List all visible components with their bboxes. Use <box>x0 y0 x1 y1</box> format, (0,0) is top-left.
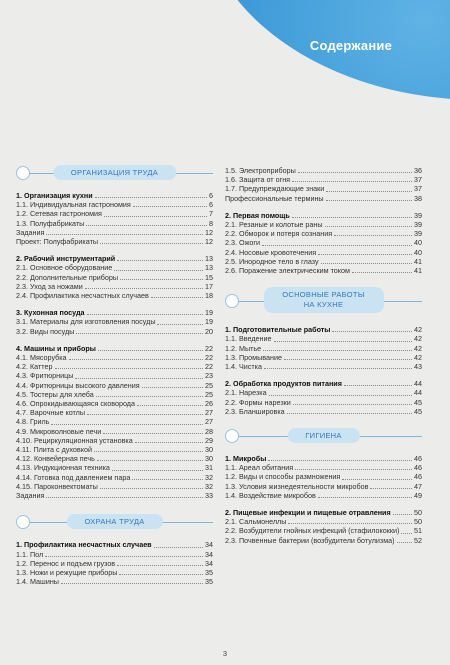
toc-entry[interactable] <box>225 463 422 472</box>
toc-entry[interactable] <box>16 559 213 568</box>
toc-entry-page: 12 <box>205 227 213 237</box>
toc-entry-title: 2.3. Почвенные бактерии (возбудители ботулизма) <box>225 535 395 545</box>
section-bullet-icon <box>225 294 239 308</box>
toc-entry-page: 42 <box>414 352 422 362</box>
section-header <box>225 287 422 315</box>
toc-entry-title: 1. Профилактика несчастных случаев <box>16 540 152 550</box>
toc-entry[interactable] <box>225 526 422 535</box>
toc-entry-page: 19 <box>205 317 213 327</box>
dot-leader <box>117 565 203 566</box>
toc-entry-page: 34 <box>205 549 213 559</box>
section-bullet-icon <box>225 429 239 443</box>
toc-entry-page: 30 <box>205 445 213 455</box>
toc-entry[interactable] <box>16 482 213 491</box>
toc-entry-page: 7 <box>209 209 213 219</box>
toc-entry[interactable] <box>16 263 213 272</box>
toc-entry-title: 2. Обработка продуктов питания <box>225 379 342 389</box>
dot-leader <box>269 395 412 396</box>
toc-entry-title: 1.2. Сетевая гастрономия <box>16 209 102 219</box>
section-header-label: ОСНОВНЫЕ РАБОТЫ НА КУХНЕ <box>264 287 384 313</box>
toc-entry-page: 41 <box>414 266 422 276</box>
toc-entry-page: 34 <box>205 558 213 568</box>
left-column <box>16 165 213 594</box>
toc-entry[interactable] <box>16 209 213 218</box>
toc-entry-title: 4.10. Рециркуляционная установка <box>16 435 133 445</box>
toc-entry-title: 4.4. Фритюрницы высокого давления <box>16 380 140 390</box>
toc-entry[interactable] <box>225 194 422 203</box>
dot-leader <box>133 206 207 207</box>
toc-entry[interactable] <box>225 229 422 238</box>
dot-leader <box>87 414 203 415</box>
toc-entry-page: 35 <box>205 577 213 587</box>
toc-entry-page: 30 <box>205 454 213 464</box>
dot-leader <box>61 583 203 584</box>
toc-entry-title: 4.14. Готовка под давлением пара <box>16 472 131 482</box>
toc-entry-title: 1.4. Чистка <box>225 362 262 372</box>
toc-entry-page: 13 <box>205 254 213 264</box>
toc-entry-title: 4.15. Пароконвектоматы <box>16 481 98 491</box>
section-header <box>16 514 213 530</box>
toc-chapter-entry[interactable] <box>225 454 422 463</box>
dot-leader <box>100 488 203 489</box>
toc-entry-page: 47 <box>414 481 422 491</box>
dot-leader <box>263 350 412 351</box>
toc-entry-title: 1.4. Воздействие микробов <box>225 490 316 500</box>
toc-entry[interactable] <box>225 266 422 275</box>
dot-leader <box>292 217 412 218</box>
toc-entry-page: 39 <box>414 229 422 239</box>
toc-entry[interactable] <box>16 463 213 472</box>
dot-leader <box>321 263 412 264</box>
toc-entry-title: 1.3. Ножи и режущие приборы <box>16 567 118 577</box>
toc-entry[interactable] <box>16 454 213 463</box>
toc-entry[interactable] <box>16 362 213 371</box>
toc-entry[interactable] <box>16 473 213 482</box>
toc-entry[interactable] <box>225 238 422 247</box>
toc-entry-page: 12 <box>205 237 213 247</box>
toc-entry-title: 4.1. Мясорубка <box>16 353 67 363</box>
dot-leader <box>268 460 412 461</box>
toc-entry-title: 2.2. Дополнительные приборы <box>16 272 119 282</box>
toc-entry-page: 44 <box>414 379 422 389</box>
toc-entry[interactable] <box>16 427 213 436</box>
dot-leader <box>142 387 203 388</box>
toc-entry-title: 2.3. Уход за ножами <box>16 281 83 291</box>
toc-entry[interactable] <box>16 219 213 228</box>
toc-entry-title: Задания <box>16 227 45 237</box>
toc-entry-title: 1. Организация кухни <box>16 191 93 200</box>
dot-leader <box>86 225 207 226</box>
dot-leader <box>45 556 203 557</box>
dot-leader <box>75 378 203 379</box>
toc-entry[interactable] <box>225 248 422 257</box>
dot-leader <box>46 234 203 235</box>
toc-entry[interactable] <box>16 353 213 362</box>
dot-leader <box>137 405 203 406</box>
dot-leader <box>344 385 412 386</box>
toc-entry-page: 26 <box>205 399 213 409</box>
page-number: 3 <box>222 649 228 658</box>
toc-entry-page: 31 <box>205 463 213 473</box>
dot-leader <box>95 197 207 198</box>
toc-entry-page: 27 <box>205 408 213 418</box>
dot-leader <box>274 341 412 342</box>
toc-entry-title: 2.4. Профилактика несчастных случаев <box>16 291 149 301</box>
toc-chapter-entry[interactable] <box>16 191 213 200</box>
toc-entry-title: 2.6. Поражение электрическим током <box>225 266 350 276</box>
toc-entry-title: 4.8. Гриль <box>16 417 50 427</box>
toc-entry-page: 49 <box>414 490 422 500</box>
toc-entry[interactable] <box>225 407 422 416</box>
dot-leader <box>342 479 412 480</box>
section-header-label: ОРГАНИЗАЦИЯ ТРУДА <box>53 165 176 180</box>
toc-entry-page: 19 <box>205 308 213 318</box>
toc-entry[interactable] <box>225 344 422 353</box>
section-header <box>16 165 213 181</box>
toc-entry[interactable] <box>16 291 213 300</box>
toc-entry-page: 40 <box>414 247 422 257</box>
toc-entry-page: 44 <box>414 388 422 398</box>
toc-entry-page: 32 <box>205 472 213 482</box>
toc-entry-page: 42 <box>414 325 422 335</box>
toc-entry-page: 50 <box>414 508 422 518</box>
toc-entry[interactable] <box>16 408 213 417</box>
toc-entry[interactable] <box>16 568 213 577</box>
toc-entry-title: 1.1. Индивидуальная гастрономия <box>16 200 131 210</box>
toc-entry[interactable] <box>16 317 213 326</box>
dot-leader <box>397 542 412 543</box>
dot-leader <box>97 460 203 461</box>
toc-entry-page: 39 <box>414 220 422 230</box>
dot-leader <box>69 359 203 360</box>
toc-entry[interactable] <box>16 237 213 246</box>
toc-entry[interactable] <box>225 362 422 371</box>
toc-entry[interactable] <box>16 550 213 559</box>
toc-entry-page: 35 <box>205 567 213 577</box>
section-bullet-icon <box>16 515 30 529</box>
toc-entry-title: 1.1. Ареал обитания <box>225 463 294 473</box>
dot-leader <box>393 514 412 515</box>
toc-entry-title: 4.2. Каттер <box>16 362 53 372</box>
toc-entry[interactable] <box>225 175 422 184</box>
dot-leader <box>132 479 203 480</box>
dot-leader <box>287 413 412 414</box>
toc-entry[interactable] <box>16 282 213 291</box>
dot-leader <box>151 297 203 298</box>
toc-group <box>225 211 422 275</box>
dot-leader <box>114 270 203 271</box>
dot-leader <box>262 245 412 246</box>
toc-entry-page: 25 <box>205 389 213 399</box>
toc-entry-page: 22 <box>205 343 213 353</box>
dot-leader <box>100 243 203 244</box>
toc-entry-title: 4.7. Варочные котлы <box>16 408 86 418</box>
dot-leader <box>117 260 203 261</box>
toc-entry-title: 3.1. Материалы для изготовления посуды <box>16 317 156 327</box>
toc-entry-title: 4.5. Тостеры для хлеба <box>16 389 94 399</box>
dot-leader <box>284 359 412 360</box>
toc-entry-title: 2.2. Обморок и потеря сознания <box>225 229 333 239</box>
dot-leader <box>292 181 412 182</box>
toc-entry-title: 2. Пищевые инфекции и пищевые отравления <box>225 508 391 518</box>
dot-leader <box>103 433 203 434</box>
toc-entry-title: 1. Микробы <box>225 454 267 464</box>
toc-entry-page: 36 <box>414 166 422 175</box>
toc-entry[interactable] <box>225 184 422 193</box>
toc-entry[interactable] <box>16 399 213 408</box>
toc-entry-page: 8 <box>209 218 213 228</box>
section-header-label: ОХРАНА ТРУДА <box>66 514 162 529</box>
dot-leader <box>370 488 412 489</box>
toc-entry-title: 2. Первая помощь <box>225 210 290 220</box>
toc-entry[interactable] <box>16 390 213 399</box>
toc-entry-title: Проект: Полуфабрикаты <box>16 237 99 247</box>
dot-leader <box>293 404 412 405</box>
toc-group <box>225 379 422 416</box>
toc-chapter-entry[interactable] <box>225 379 422 388</box>
dot-leader <box>55 368 203 369</box>
toc-entry-title: 3. Кухонная посуда <box>16 308 85 318</box>
dot-leader <box>112 470 203 471</box>
toc-group <box>16 308 213 336</box>
dot-leader <box>85 288 203 289</box>
toc-entry[interactable] <box>225 220 422 229</box>
toc-entry-title: 1.7. Предупреждающие знаки <box>225 184 325 194</box>
dot-leader <box>87 314 203 315</box>
toc-entry[interactable] <box>16 228 213 237</box>
toc-entry-title: 2.2. Возбудители гнойных инфекций (стафилококки) <box>225 526 400 536</box>
toc-group <box>225 166 422 203</box>
toc-entry-title: 2.2. Формы нарезки <box>225 397 291 407</box>
dot-leader <box>46 497 203 498</box>
dot-leader <box>135 442 203 443</box>
toc-group <box>225 325 422 371</box>
dot-leader <box>325 226 413 227</box>
toc-entry[interactable] <box>16 436 213 445</box>
toc-entry-title: 2.4. Носовые кровотечения <box>225 247 317 257</box>
toc-entry-page: 13 <box>205 263 213 273</box>
toc-entry[interactable] <box>225 353 422 362</box>
section-bullet-icon <box>16 166 30 180</box>
dot-leader <box>318 497 412 498</box>
toc-entry[interactable] <box>16 445 213 454</box>
toc-entry[interactable] <box>225 257 422 266</box>
section-header-label: ГИГИЕНА <box>287 428 359 443</box>
toc-entry-page: 51 <box>414 526 422 536</box>
toc-entry[interactable] <box>16 577 213 586</box>
toc-entry-page: 6 <box>209 200 213 210</box>
toc-entry-page: 34 <box>205 540 213 550</box>
dot-leader <box>332 331 412 332</box>
toc-entry-title: 2.1. Резаные и колотые раны <box>225 220 323 230</box>
toc-chapter-entry[interactable] <box>16 344 213 353</box>
toc-entry[interactable] <box>16 273 213 282</box>
toc-entry-page: 38 <box>414 193 422 203</box>
toc-entry[interactable] <box>16 327 213 336</box>
toc-entry-page: 28 <box>205 426 213 436</box>
toc-entry-title: 2.3. Бланшировка <box>225 406 285 416</box>
toc-entry-title: 4.3. Фритюрницы <box>16 371 74 381</box>
toc-entry-page: 18 <box>205 291 213 301</box>
toc-entry-title: 4.11. Плита с духовкой <box>16 445 92 455</box>
toc-entry[interactable] <box>225 517 422 526</box>
toc-entry-page: 32 <box>205 481 213 491</box>
toc-entry-title: 4.13. Индукционная техника <box>16 463 110 473</box>
dot-leader <box>98 350 203 351</box>
toc-entry-title: 1.6. Защита от огня <box>225 175 291 185</box>
toc-entry-page: 42 <box>414 334 422 344</box>
toc-entry-page: 22 <box>205 353 213 363</box>
toc-entry-title: 4. Машины и приборы <box>16 343 96 353</box>
toc-entry-title: 2.1. Основное оборудование <box>16 263 113 273</box>
toc-entry-page: 33 <box>205 491 213 501</box>
toc-entry-title: 2. Рабочий инструментарий <box>16 254 116 264</box>
toc-entry-page: 45 <box>414 397 422 407</box>
toc-entry-title: 1.2. Виды и способы размножения <box>225 472 341 482</box>
dot-leader <box>326 191 412 192</box>
toc-entry-page: 20 <box>205 326 213 336</box>
toc-entry-page: 46 <box>414 454 422 464</box>
toc-entry-page: 41 <box>414 256 422 266</box>
toc-entry-page: 6 <box>209 191 213 200</box>
toc-entry[interactable] <box>16 491 213 500</box>
toc-entry-page: 23 <box>205 371 213 381</box>
toc-entry-title: 1.5. Электроприборы <box>225 166 296 175</box>
toc-entry-page: 25 <box>205 380 213 390</box>
dot-leader <box>298 172 412 173</box>
dot-leader <box>288 523 412 524</box>
dot-leader <box>334 235 412 236</box>
toc-group <box>16 344 213 500</box>
right-column <box>225 166 422 553</box>
toc-entry-page: 29 <box>205 435 213 445</box>
toc-entry-title: 1.1. Пол <box>16 549 44 559</box>
toc-entry-page: 45 <box>414 406 422 416</box>
toc-entry-title: Профессиональные термины <box>225 193 324 203</box>
toc-group <box>225 508 422 545</box>
toc-entry-title: 2.1. Сальмонеллы <box>225 517 287 527</box>
dot-leader <box>326 200 412 201</box>
toc-entry[interactable] <box>225 388 422 397</box>
dot-leader <box>157 324 203 325</box>
toc-group <box>225 454 422 500</box>
dot-leader <box>51 424 203 425</box>
toc-entry-page: 42 <box>414 343 422 353</box>
toc-entry[interactable] <box>225 398 422 407</box>
toc-chapter-entry[interactable] <box>225 325 422 334</box>
toc-entry[interactable] <box>225 482 422 491</box>
toc-entry-title: 4.12. Конвейерная печь <box>16 454 95 464</box>
dot-leader <box>401 533 412 534</box>
toc-chapter-entry[interactable] <box>16 308 213 317</box>
dot-leader <box>154 547 203 548</box>
toc-entry[interactable] <box>225 334 422 343</box>
toc-entry-title: 1. Подготовительные работы <box>225 325 331 335</box>
toc-entry-page: 15 <box>205 272 213 282</box>
dot-leader <box>264 368 412 369</box>
toc-entry-page: 50 <box>414 517 422 527</box>
toc-entry[interactable] <box>16 417 213 426</box>
toc-entry-title: 1.2. Мытье <box>225 343 262 353</box>
toc-group <box>16 540 213 586</box>
toc-entry-title: 1.2. Перенос и подъем грузов <box>16 558 116 568</box>
toc-entry-page: 46 <box>414 463 422 473</box>
toc-entry-title: 1.3. Условия жизнедеятельности микробов <box>225 481 369 491</box>
toc-entry[interactable] <box>16 200 213 209</box>
page-title: Содержание <box>309 38 392 53</box>
toc-entry[interactable] <box>225 536 422 545</box>
toc-entry-title: 1.4. Машины <box>16 577 59 587</box>
toc-entry-page: 43 <box>414 362 422 372</box>
toc-entry-title: 2.3. Ожоги <box>225 238 261 248</box>
toc-entry-page: 22 <box>205 362 213 372</box>
dot-leader <box>352 272 412 273</box>
toc-group <box>16 254 213 300</box>
toc-entry[interactable] <box>225 491 422 500</box>
toc-entry-page: 52 <box>414 535 422 545</box>
toc-entry-title: Задания <box>16 491 45 501</box>
toc-entry[interactable] <box>16 371 213 380</box>
toc-entry-page: 27 <box>205 417 213 427</box>
dot-leader <box>318 254 412 255</box>
dot-leader <box>295 469 412 470</box>
section-header <box>225 428 422 444</box>
toc-entry-title: 2.1. Нарезка <box>225 388 267 398</box>
toc-entry-page: 39 <box>414 210 422 220</box>
toc-entry[interactable] <box>225 166 422 175</box>
toc-entry-page: 17 <box>205 281 213 291</box>
toc-entry-page: 37 <box>414 175 422 185</box>
toc-chapter-entry[interactable] <box>225 211 422 220</box>
toc-entry[interactable] <box>16 381 213 390</box>
toc-entry-title: 2.5. Инородное тело в глазу <box>225 256 319 266</box>
dot-leader <box>104 216 207 217</box>
toc-entry[interactable] <box>225 472 422 481</box>
toc-entry-page: 40 <box>414 238 422 248</box>
toc-entry-title: 1.3. Промывание <box>225 352 282 362</box>
toc-chapter-entry[interactable] <box>16 540 213 549</box>
dot-leader <box>119 574 203 575</box>
toc-entry-title: 1.1. Введение <box>225 334 272 344</box>
toc-group <box>16 191 213 246</box>
dot-leader <box>94 451 203 452</box>
toc-entry-title: 3.2. Виды посуды <box>16 326 75 336</box>
toc-entry-page: 46 <box>414 472 422 482</box>
toc-entry-title: 1.3. Полуфабрикаты <box>16 218 85 228</box>
dot-leader <box>96 396 203 397</box>
toc-entry-title: 4.9. Микроволновые печи <box>16 426 102 436</box>
dot-leader <box>120 279 203 280</box>
toc-chapter-entry[interactable] <box>16 254 213 263</box>
toc-entry-page: 37 <box>414 184 422 194</box>
dot-leader <box>76 333 203 334</box>
toc-chapter-entry[interactable] <box>225 508 422 517</box>
toc-entry-title: 4.6. Опрокидывающаяся сковорода <box>16 399 135 409</box>
